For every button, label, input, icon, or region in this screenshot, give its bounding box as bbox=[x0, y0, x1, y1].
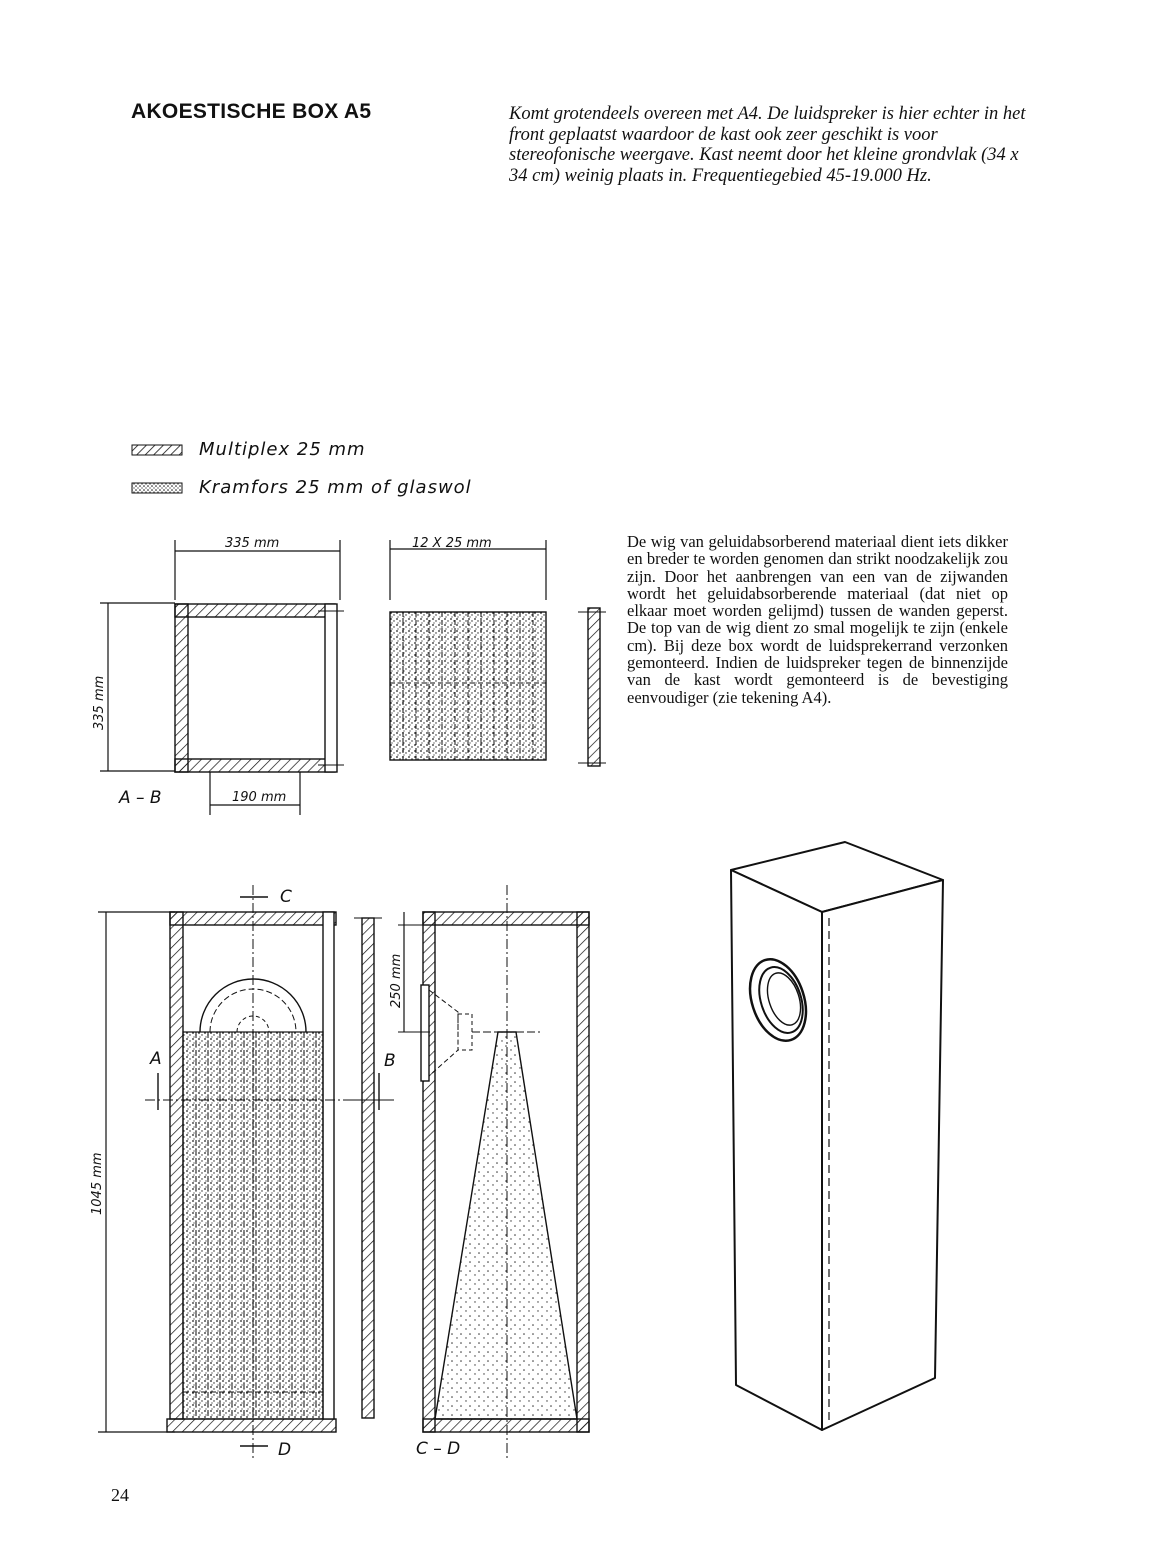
side-section-view bbox=[389, 885, 589, 1460]
cut-b-label: B bbox=[384, 1051, 396, 1071]
inner-width-label: 190 mm bbox=[232, 790, 287, 805]
top-width-label: 335 mm bbox=[225, 536, 280, 551]
intro-paragraph: Komt grotendeels overeen met A4. De luidspreker is hier echter in het front geplaatst waardoor de kast ook zeer geschikt is voor stereofonische weergave. Kast neemt door het kleine grondvlak (34 x 34 cm) weinig plaats in. Frequentiegebied 45-19.000 Hz. bbox=[509, 104, 1026, 186]
cut-c-label: C bbox=[280, 887, 292, 907]
section-cd-label: C – D bbox=[416, 1439, 461, 1459]
speaker-offset-label: 250 mm bbox=[389, 953, 404, 1008]
legend-label: Multiplex 25 mm bbox=[199, 439, 366, 460]
legend-label: Kramfors 25 mm of glaswol bbox=[199, 477, 472, 498]
cut-a-label: A bbox=[150, 1049, 162, 1069]
height-label: 1045 mm bbox=[90, 1152, 105, 1215]
page-heading: AKOESTISCHE BOX A5 bbox=[131, 100, 372, 123]
top-height-label: 335 mm bbox=[92, 675, 107, 730]
front-section-view bbox=[90, 885, 396, 1460]
page-number: 24 bbox=[111, 1485, 129, 1505]
cut-d-label: D bbox=[278, 1440, 292, 1460]
isometric-box-view bbox=[731, 842, 943, 1430]
body-paragraph: De wig van geluidabsorberend materiaal dient iets dikker en breder te worden genomen dan strikt noodzakelijk zou zijn. Door het aanbrengen van een van de zijwanden wordt het geluidabsorberende materiaal (dat niet op elkaar moet worden gelijmd) tussen de wanden geperst. De top van de wig dient zo smal mogelijk te zijn (enkele cm). Bij deze box wordt de luidsprekerrand verzonken gemonteerd. Indien de luidspreker tegen de binnenzijde van de kast wordt gemonteerd is de bevestiging eenvoudiger (zie tekening A4). bbox=[627, 532, 1008, 707]
strip-label: 12 X 25 mm bbox=[412, 536, 492, 551]
strip-stack-view bbox=[390, 536, 606, 766]
top-section-view bbox=[92, 536, 344, 815]
section-ab-label: A – B bbox=[119, 788, 162, 808]
